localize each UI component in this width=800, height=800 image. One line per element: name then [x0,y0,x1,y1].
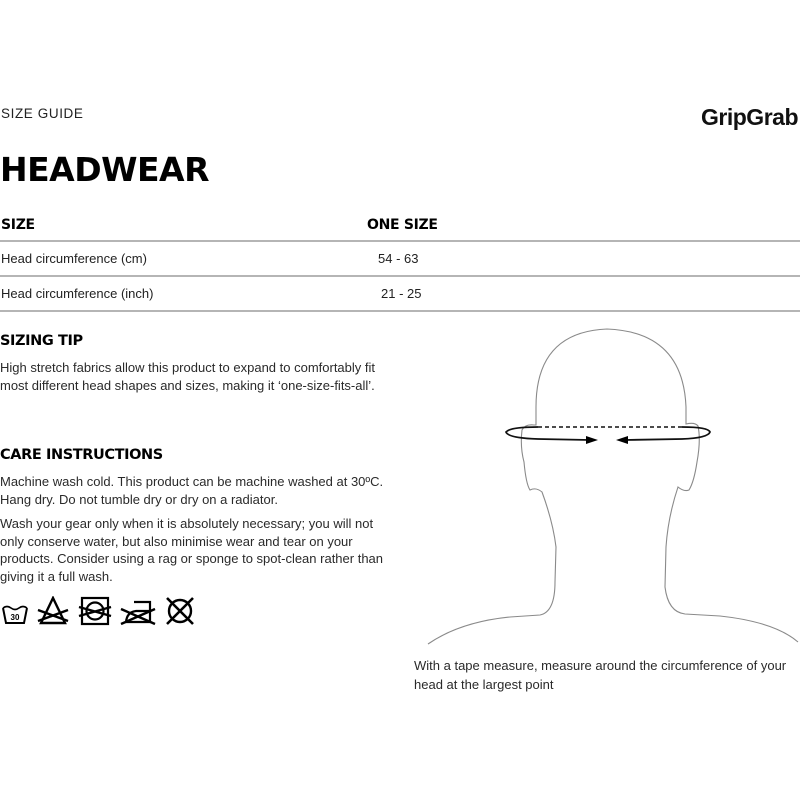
column-header-size: SIZE [1,217,35,233]
do-not-tumble-dry-icon [78,596,112,626]
page-title: HEADWEAR [0,150,209,189]
wash-30-icon [2,596,28,626]
care-icons [2,596,196,626]
wash-temperature: 30 [10,613,20,622]
care-instructions-heading: CARE INSTRUCTIONS [0,447,163,463]
diagram-caption: With a tape measure, measure around the circumference of your head at the largest point [414,658,787,692]
table-header-row [0,207,800,242]
size-table [0,207,800,312]
care-paragraph: Machine wash cold. This product can be machine washed at 30ºC. Hang dry. Do not tumble dry or dry on a radiator. [0,474,384,507]
sizing-tip-text: High stretch fabrics allow this product to expand to comfortably fit most different head shapes and sizes, making it ‘one-size-fits-all’. [0,360,376,393]
do-not-dry-clean-icon [164,596,196,626]
head-measure-diagram [410,322,800,657]
table-row [0,277,800,312]
do-not-bleach-icon [36,596,70,626]
row-label: Head circumference (inch) [1,286,154,301]
head-measure-diagram-icon [410,322,800,652]
column-header-one-size: ONE SIZE [367,217,438,233]
size-guide-label: SIZE GUIDE [1,106,84,121]
table-row [0,242,800,277]
brand-logo: GripGrab [701,104,798,130]
row-label: Head circumference (cm) [1,251,147,266]
row-value: 21 - 25 [381,286,422,301]
care-paragraph: Wash your gear only when it is absolutely necessary; you will not only conserve water, but also minimise wear and tear on your products. Consider using a rag or sponge to spot-clean rather than giving it a full wash. [0,516,384,584]
row-value: 54 - 63 [378,251,419,266]
sizing-tip-heading: SIZING TIP [0,333,83,349]
do-not-iron-icon [120,596,156,626]
